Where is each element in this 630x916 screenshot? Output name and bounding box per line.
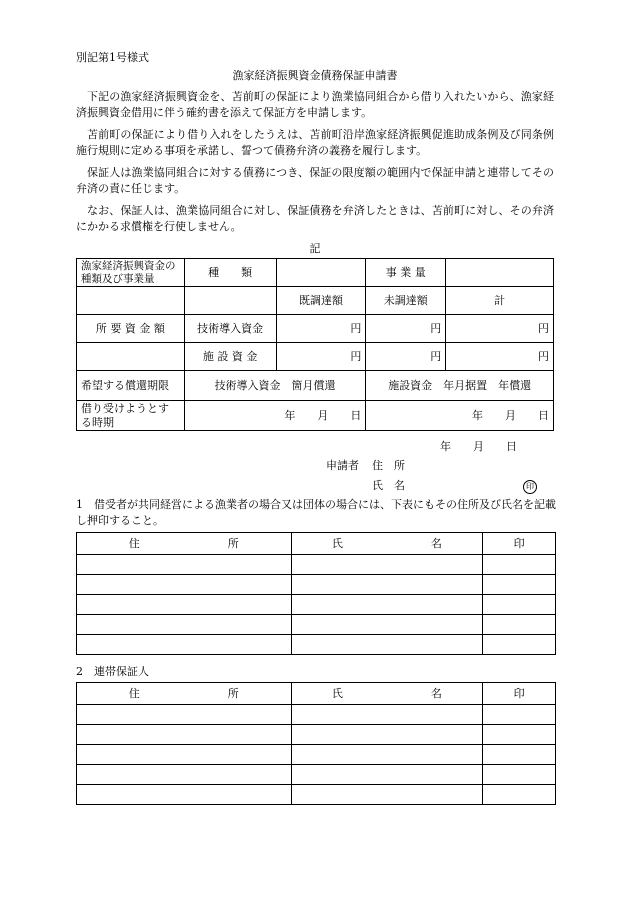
seal-header: 印 (483, 683, 556, 705)
tech-fund-label: 技術導入資金 (184, 315, 276, 343)
seal-icon: 印 (523, 478, 537, 494)
total-header: 計 (446, 287, 554, 315)
table-row[interactable] (77, 615, 556, 635)
ki-label: 記 (309, 242, 321, 255)
kind-label: 種 類 (184, 259, 276, 287)
name-header: 氏 名 (291, 683, 483, 705)
borrow-date-1[interactable]: 年 月 日 (184, 401, 366, 431)
applicant-label: 申請者 (326, 459, 359, 472)
pending-header: 未調達額 (366, 287, 446, 315)
paragraph-2: 苫前町の保証により借り入れをしたうえは、苫前町沿岸漁家経済振興促進助成条例及び同条例施行規則に定める事項を承諾し、誓つて債務弁済の義務を履行します。 (76, 128, 554, 157)
tech-pending-amount[interactable]: 円 (366, 315, 446, 343)
co-borrower-table (76, 532, 556, 655)
required-funds-label: 所 要 資 金 額 (77, 315, 185, 343)
fund-type-label: 漁家経済振興資金の種類及び事業量 (77, 259, 185, 287)
existing-header: 既調達額 (276, 287, 366, 315)
table-row[interactable] (77, 575, 556, 595)
table-row[interactable] (77, 765, 556, 785)
address-header: 住 所 (77, 683, 292, 705)
application-date[interactable]: 年 月 日 (440, 440, 517, 453)
table-row[interactable] (77, 785, 556, 805)
paragraph-4: なお、保証人は、漁業協同組合に対し、保証債務を弁済したときは、苫前町に対し、その弁済にかかる求償権を行使しません。 (76, 204, 554, 233)
table-row[interactable] (77, 555, 556, 575)
repayment-label: 希望する償還期限 (77, 371, 185, 401)
paragraph-3: 保証人は漁業協同組合に対する債務につき、保証の限度額の範囲内で保証申請と連帯してその弁済の責に任じます。 (76, 166, 554, 195)
table-row[interactable] (77, 725, 556, 745)
page-title: 漁家経済振興資金債務保証申請書 (232, 69, 398, 82)
address-header: 住 所 (77, 533, 292, 555)
repayment-facility[interactable]: 施設資金 年月据置 年償還 (366, 371, 554, 401)
borrow-period-label: 借り受けようとする時期 (77, 401, 185, 431)
tech-existing-amount[interactable]: 円 (276, 315, 366, 343)
guarantor-table (76, 682, 556, 805)
volume-value[interactable] (446, 259, 554, 287)
borrow-date-2[interactable]: 年 月 日 (366, 401, 554, 431)
facility-total-amount[interactable]: 円 (446, 343, 554, 371)
name-header: 氏 名 (291, 533, 483, 555)
table-row[interactable] (77, 635, 556, 655)
note-1: 1 借受者が共同経営による漁業者の場合又は団体の場合には、下表にもその住所及び氏名を記載し押印すること。 (76, 498, 556, 527)
volume-label: 事 業 量 (366, 259, 446, 287)
paragraph-1: 下記の漁家経済振興資金を、苫前町の保証により漁業協同組合から借り入れたいから、漁家経済振興資金借用に伴う確約書を添えて保証方を申請します。 (76, 90, 554, 119)
facility-existing-amount[interactable]: 円 (276, 343, 366, 371)
tech-total-amount[interactable]: 円 (446, 315, 554, 343)
table-row[interactable] (77, 595, 556, 615)
kind-value[interactable] (276, 259, 366, 287)
name-label: 氏 名 (372, 479, 405, 492)
address-label: 住 所 (372, 459, 405, 472)
facility-fund-label: 施 設 資 金 (184, 343, 276, 371)
table-row[interactable] (77, 705, 556, 725)
table-row[interactable] (77, 745, 556, 765)
seal-header: 印 (483, 533, 556, 555)
facility-pending-amount[interactable]: 円 (366, 343, 446, 371)
form-label: 別記第1号様式 (76, 51, 149, 64)
application-table (76, 258, 554, 431)
repayment-tech[interactable]: 技術導入資金 箇月償還 (184, 371, 366, 401)
note-2: 2 連帯保証人 (76, 665, 149, 678)
